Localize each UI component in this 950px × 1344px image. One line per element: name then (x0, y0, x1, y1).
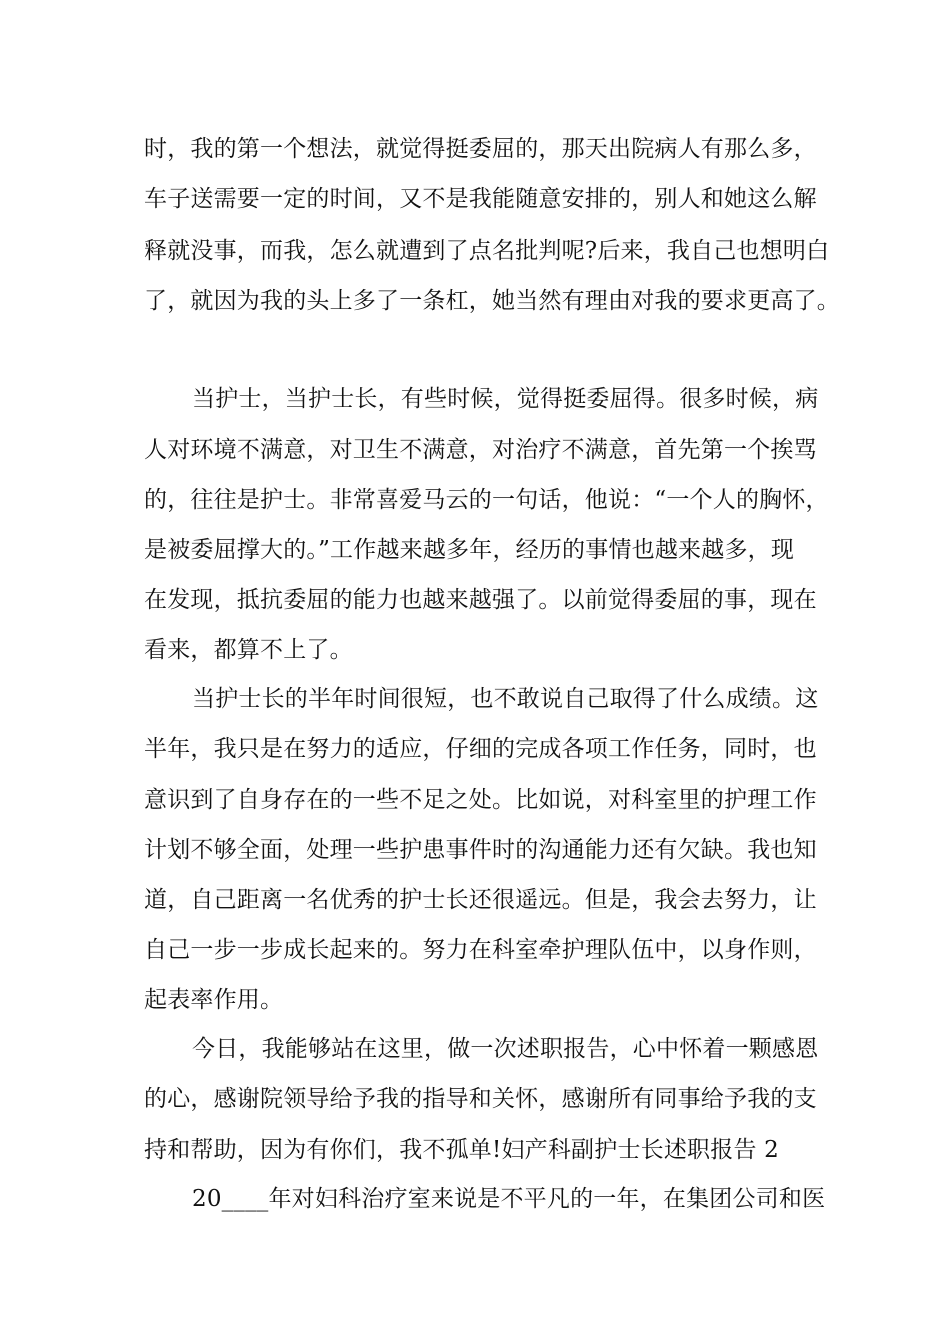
paragraph-4-line-3: 持和帮助，因为有你们，我不孤单!妇产科副护士长述职报告 2 (144, 1137, 779, 1163)
paragraph-2-line-2: 人对环境不满意，对卫生不满意，对治疗不满意，首先第一个挨骂 (144, 437, 817, 463)
paragraph-3-line-4: 计划不够全面，处理一些护患事件时的沟通能力还有欠缺。我也知 (144, 837, 817, 863)
paragraph-5-line-1: 20____年对妇科治疗室来说是不平凡的一年，在集团公司和医 (192, 1186, 826, 1212)
paragraph-3-line-6: 自己一步一步成长起来的。努力在科室牵护理队伍中，以身作则， (144, 937, 817, 963)
paragraph-2-line-1: 当护士，当护士长，有些时候，觉得挺委屈得。很多时候，病 (192, 386, 819, 412)
paragraph-3-line-7: 起表率作用。 (144, 987, 284, 1013)
paragraph-3-line-1: 当护士长的半年时间很短，也不敢说自己取得了什么成绩。这 (192, 686, 819, 712)
paragraph-4-line-2: 的心，感谢院领导给予我的指导和关怀，感谢所有同事给予我的支 (144, 1086, 817, 1112)
paragraph-1-line-3: 释就没事，而我，怎么就遭到了点名批判呢?后来，我自己也想明白 (144, 238, 830, 264)
paragraph-1-line-2: 车子送需要一定的时间，又不是我能随意安排的，别人和她这么解 (144, 186, 817, 212)
paragraph-1-line-1: 时，我的第一个想法，就觉得挺委屈的，那天出院病人有那么多， (144, 136, 817, 162)
paragraph-3-line-3: 意识到了自身存在的一些不足之处。比如说，对科室里的护理工作 (144, 787, 817, 813)
paragraph-4-line-1: 今日，我能够站在这里，做一次述职报告，心中怀着一颗感恩 (192, 1036, 819, 1062)
paragraph-3-line-5: 道，自己距离一名优秀的护士长还很遥远。但是，我会去努力，让 (144, 887, 817, 913)
paragraph-2-line-5: 在发现，抵抗委屈的能力也越来越强了。以前觉得委屈的事，现在 (144, 587, 817, 613)
paragraph-3-line-2: 半年，我只是在努力的适应，仔细的完成各项工作任务，同时，也 (144, 736, 817, 762)
paragraph-2-line-4: 是被委屈撑大的。”工作越来越多年，经历的事情也越来越多，现 (144, 537, 795, 563)
paragraph-1-line-4: 了，就因为我的头上多了一条杠，她当然有理由对我的要求更高了。 (144, 288, 840, 314)
paragraph-2-line-3: 的，往往是护士。非常喜爱马云的一句话，他说：“一个人的胸怀， (144, 487, 829, 513)
paragraph-2-line-6: 看来，都算不上了。 (144, 637, 353, 663)
